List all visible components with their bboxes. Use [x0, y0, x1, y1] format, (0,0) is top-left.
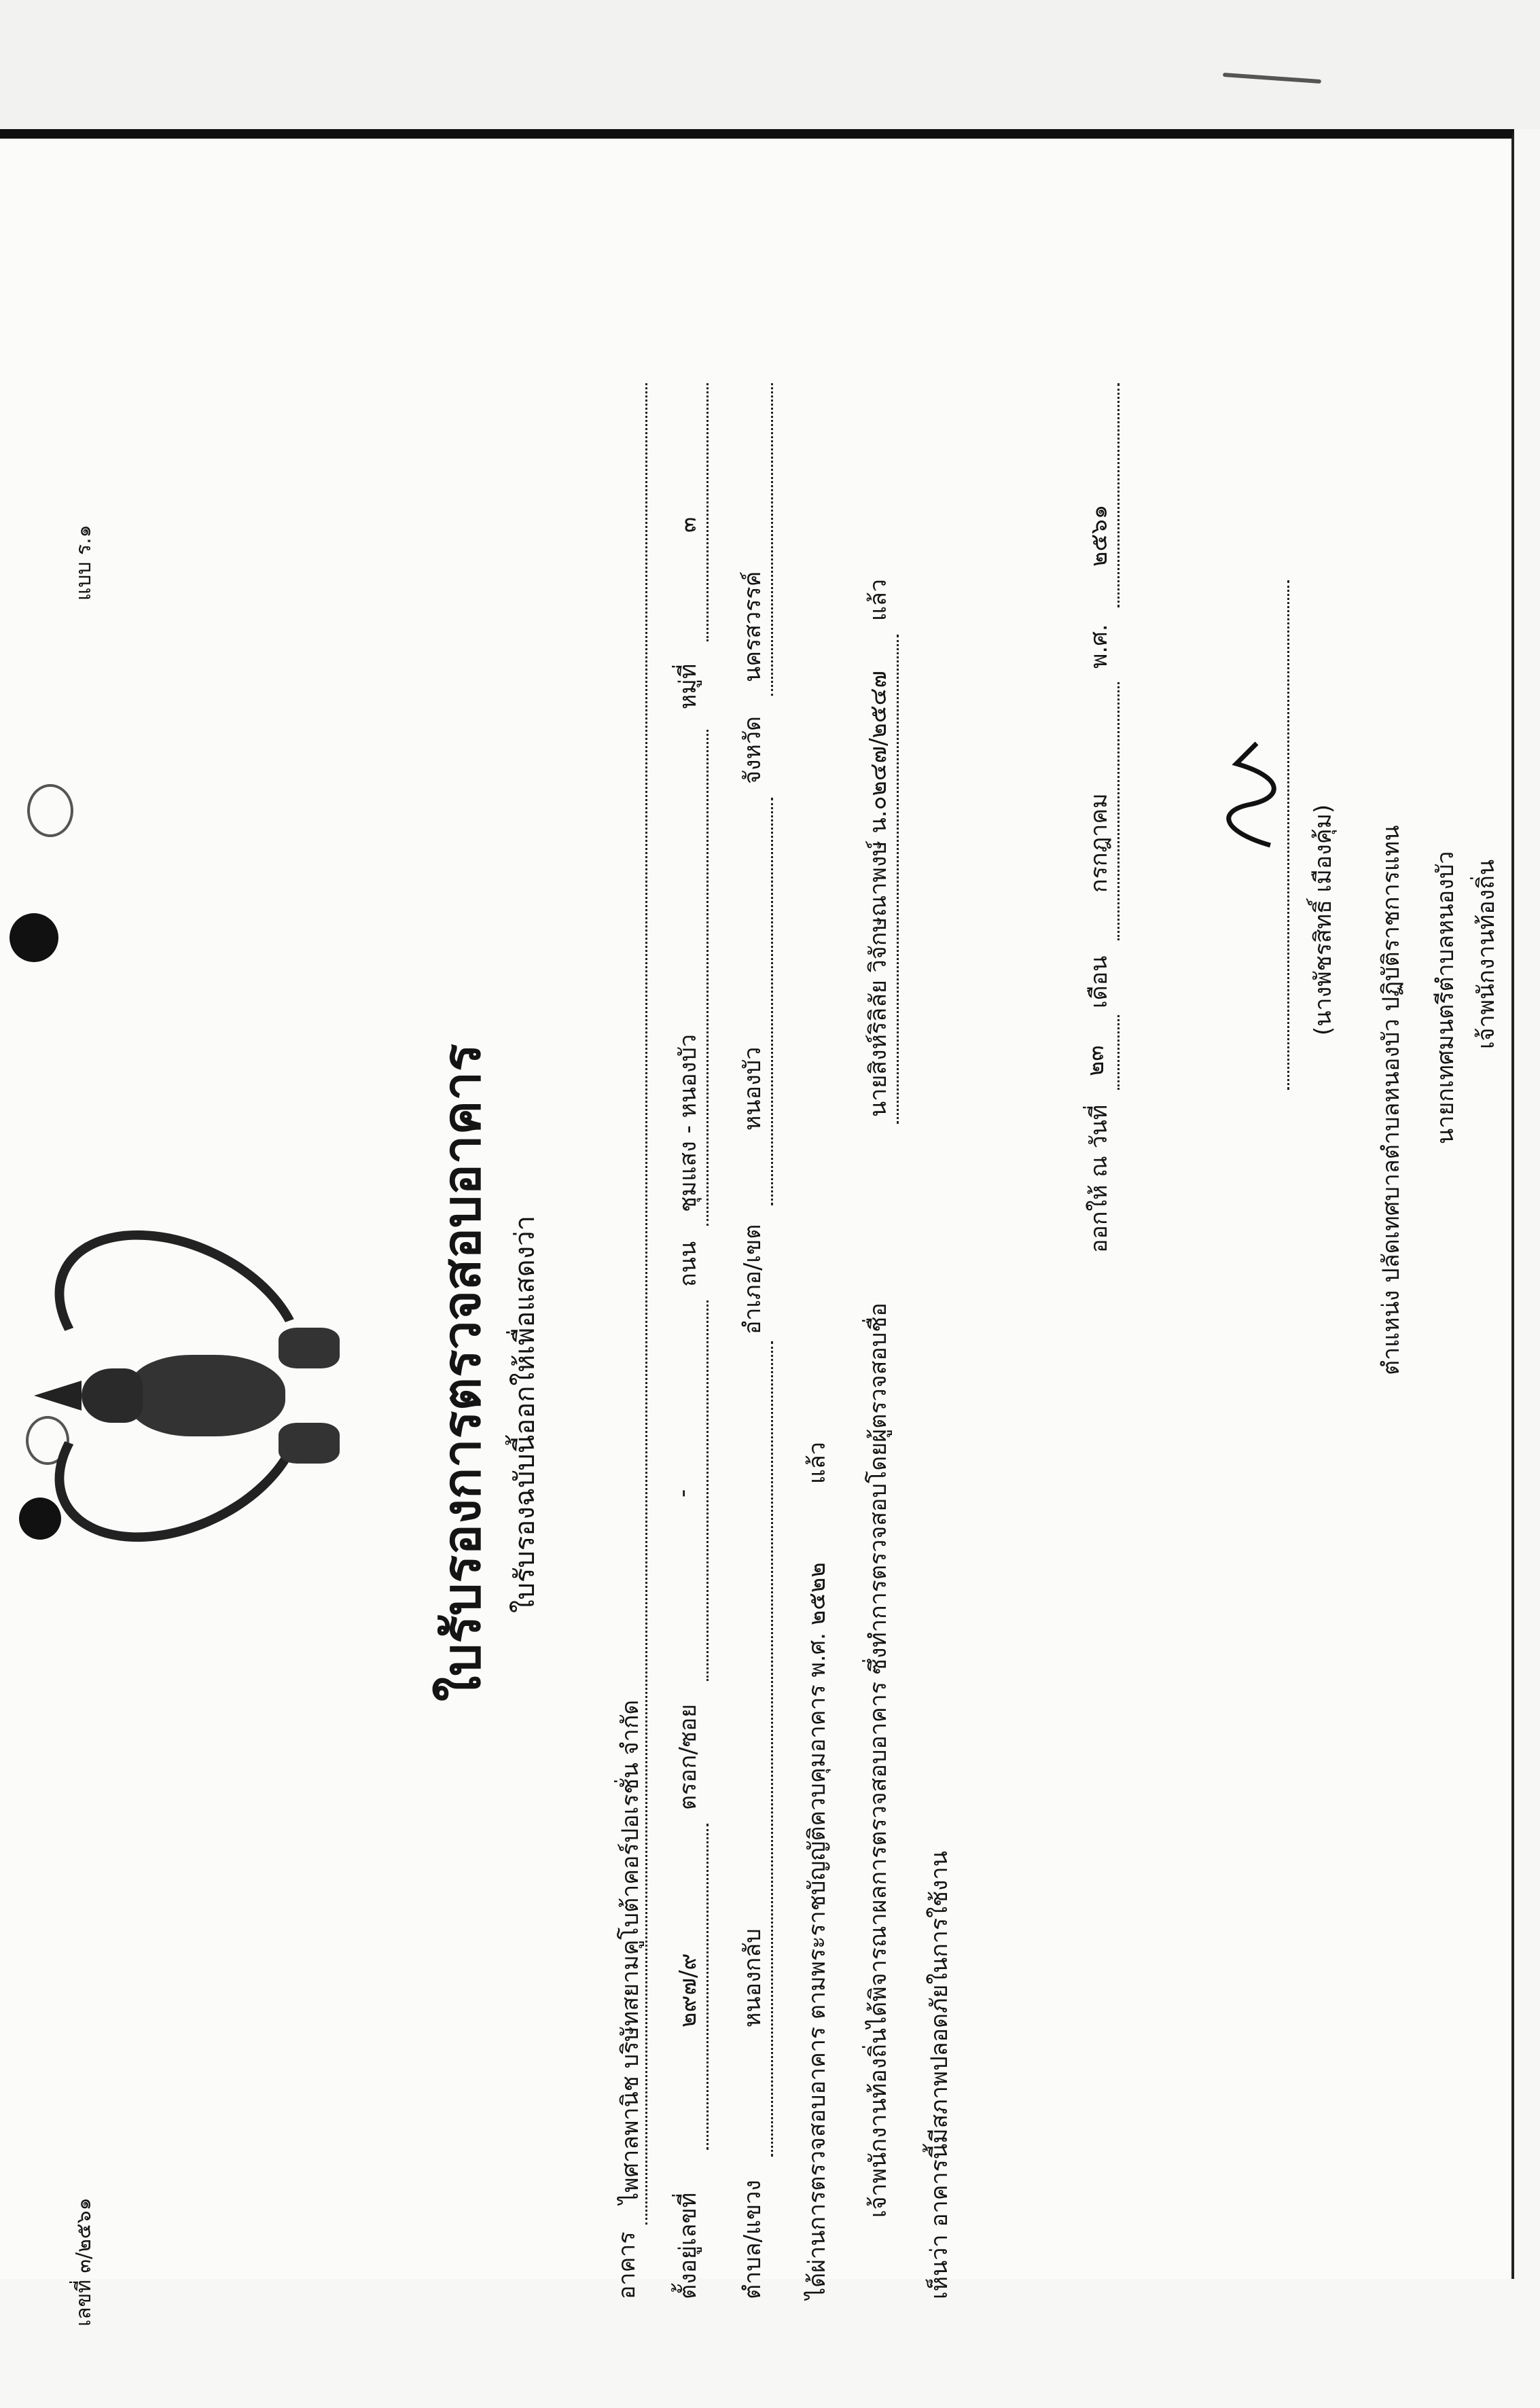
- province-value: นครสวรรค์: [739, 571, 766, 682]
- moo-label: หมู่ที่: [675, 663, 702, 709]
- address-no-value: ๒๙๗/๙: [675, 1953, 702, 2028]
- road-value: ชุมแสง - หนองบัว: [675, 1034, 702, 1212]
- district-line: [771, 798, 773, 1205]
- address-no-line: [706, 1824, 709, 2150]
- province-line: [771, 383, 773, 696]
- province-label: จังหวัด: [739, 715, 766, 784]
- district-label: อำเภอ/เขต: [739, 1224, 766, 1334]
- issue-day-line: [1117, 1015, 1120, 1090]
- scan-top-strip: [0, 0, 1540, 129]
- signature-line: [1287, 580, 1289, 1090]
- signatory-name: (นางพัชรสิทธิ์ เมืองคุ้ม): [1310, 804, 1337, 1035]
- garuda-emblem-icon: [20, 1253, 374, 1538]
- document-number: เลขที่ ๓/๒๕๖๑: [72, 2197, 96, 2326]
- document-sheet: [0, 129, 1514, 2326]
- moo-line: [706, 383, 709, 641]
- issue-day: ๒๓: [1082, 1045, 1109, 1076]
- issue-year-label: พ.ศ.: [1086, 624, 1113, 669]
- signatory-position-3: เจ้าพนักงานท้องถิ่น: [1473, 859, 1500, 1049]
- alley-value: -: [669, 1489, 696, 1498]
- building-value: ไพศาลพานิช บริษัทสยามคูโบต้าคอร์ปอเรชั่น จำกัด: [617, 1699, 644, 2204]
- road-label: ถนน: [675, 1241, 702, 1287]
- form-code: แบบ ร.๑: [72, 525, 96, 601]
- body-line-3: เห็นว่า อาคารนี้มีสภาพปลอดภัยในการใช้งาน: [926, 1851, 953, 2299]
- signature-icon: [1209, 723, 1291, 859]
- issue-prefix: ออกให้ ณ วันที่: [1086, 1104, 1113, 1253]
- issue-month-label: เดือน: [1086, 955, 1113, 1008]
- building-label: อาคาร: [613, 2231, 641, 2299]
- inspector-name: นายสิงห์ริลิลัย วิจักษณาพงษ์ น.๐๒๔๗/๒๕๔๗: [865, 671, 892, 1117]
- issue-year: ๒๕๖๑: [1086, 504, 1113, 567]
- body-line-2: เจ้าพนักงานท้องถิ่นได้พิจารณาผลการตรวจสอบอาคาร ซึ่งทำการตรวจสอบโดยผู้ตรวจสอบชื่อ: [865, 1303, 892, 2218]
- road-line: [706, 730, 709, 1226]
- alley-label: ตรอก/ซอย: [675, 1703, 702, 1810]
- body-line-1: ได้ผ่านการตรวจสอบอาคาร ตามพระราชบัญญัติควบคุมอาคาร พ.ศ. ๒๕๒๒: [804, 1562, 831, 2299]
- rotated-form: [0, 268, 1511, 2408]
- subdistrict-label: ตำบล/แขวง: [739, 2180, 766, 2299]
- moo-value: ๓: [675, 516, 702, 533]
- issue-month: กรกฎาคม: [1086, 793, 1113, 893]
- document-title: ใบรับรองการตรวจสอบอาคาร: [431, 1044, 492, 1701]
- issue-year-line: [1117, 383, 1120, 607]
- inspector-line: [897, 635, 899, 1124]
- subdistrict-line: [771, 1341, 773, 2157]
- alley-line: [706, 1300, 709, 1681]
- body-line-1-end: แล้ว: [804, 1442, 831, 1484]
- subdistrict-value: หนองกลับ: [739, 1928, 766, 2028]
- signatory-position-1: ตำแหน่ง ปลัดเทศบาลตำบลหนองบัว ปฏิบัติราชการแทน: [1378, 825, 1405, 1375]
- body-line-2-end: แล้ว: [865, 579, 892, 621]
- signatory-position-2: นายกเทศมนตรีตำบลหนองบัว: [1432, 851, 1459, 1144]
- address-no-label: ตั้งอยู่เลขที่: [675, 2192, 702, 2299]
- district-value: หนองบัว: [739, 1046, 766, 1131]
- issue-month-line: [1117, 682, 1120, 940]
- document-subtitle: ใบรับรองฉบับนี้ออกให้เพื่อแสดงว่า: [509, 1215, 541, 1613]
